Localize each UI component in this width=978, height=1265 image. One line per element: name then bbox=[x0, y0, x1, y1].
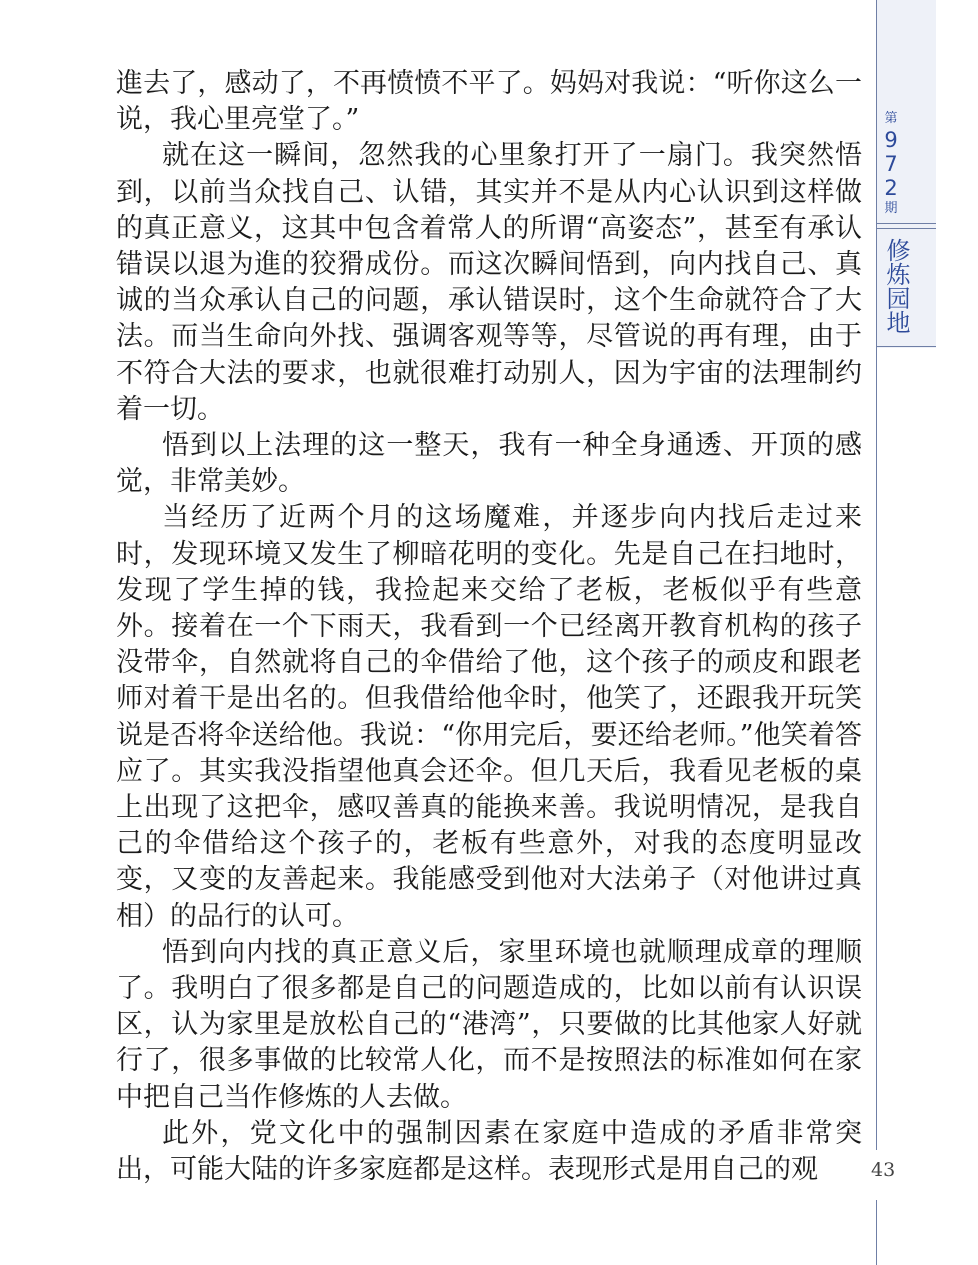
issue-suffix: 期 bbox=[884, 201, 898, 216]
issue-number bbox=[878, 110, 904, 218]
paragraph: 当经历了近两个月的这场魔难，并逐步向内找后走过来时，发现环境又发生了柳暗花明的变化。先是自己在扫地时，发现了学生掉的钱，我捡起来交给了老板，老板似乎有些意外。接着在一个下雨天，我看到一个已经离开教育机构的孩子没带伞，自然就将自己的伞借给了他，这个孩子的顽皮和跟老师对着干是出名的。但我借给他伞时，他笑了，还跟我开玩笑说是否将伞送给他。我说：“你用完后，要还给老师。”他笑着答应了。其实我没指望他真会还伞。但几天后，我看见老板的桌上出现了这把伞，感叹善真的能换来善。我说明情况，是我自己的伞借给这个孩子的，老板有些意外，对我的态度明显改变，又变的友善起来。我能感受到他对大法弟子（对他讲过真相）的品行的认可。 bbox=[116, 502, 862, 932]
paragraph: 進去了，感动了，不再愤愤不平了。妈妈对我说：“听你这么一说，我心里亮堂了。” bbox=[116, 68, 862, 136]
sidebar-vertical-rule bbox=[876, 0, 877, 1265]
paragraph: 悟到向内找的真正意义后，家里环境也就顺理成章的理顺了。我明白了很多都是自己的问题造成的，比如以前有认识误区，认为家里是放松自己的“港湾”，只要做的比其他家人好就行了，很多事做的比较常人化，而不是按照法的标准如何在家中把自己当作修炼的人去做。 bbox=[116, 936, 862, 1113]
issue-digit: 9 bbox=[884, 128, 898, 152]
section-title: 修炼园地 bbox=[882, 238, 910, 334]
sidebar-divider bbox=[876, 228, 936, 229]
page-number: 43 bbox=[871, 1159, 896, 1181]
sidebar-divider bbox=[876, 223, 936, 224]
issue-digit: 7 bbox=[884, 152, 898, 176]
issue-prefix: 第 bbox=[884, 111, 898, 126]
paragraph: 就在这一瞬间，忽然我的心里象打开了一扇门。我突然悟到，以前当众找自己、认错，其实并不是从内心认识到这样做的真正意义，这其中包含着常人的所谓“高姿态”，甚至有承认错误以退为進的狡猾成份。而这次瞬间悟到，向内找自己、真诚的当众承认自己的问题，承认错误时，这个生命就符合了大法。而当生命向外找、强调客观等等，尽管说的再有理，由于不符合大法的要求，也就很难打动别人，因为宇宙的法理制约着一切。 bbox=[116, 140, 862, 425]
issue-digit: 2 bbox=[884, 176, 898, 200]
sidebar-divider bbox=[876, 346, 936, 347]
paragraph: 此外，党文化中的强制因素在家庭中造成的矛盾非常突出，可能大陆的许多家庭都是这样。表现形式是用自己的观 bbox=[116, 1117, 862, 1186]
article-body bbox=[116, 66, 862, 1188]
paragraph: 悟到以上法理的这一整天，我有一种全身通透、开顶的感觉，非常美妙。 bbox=[116, 430, 862, 498]
